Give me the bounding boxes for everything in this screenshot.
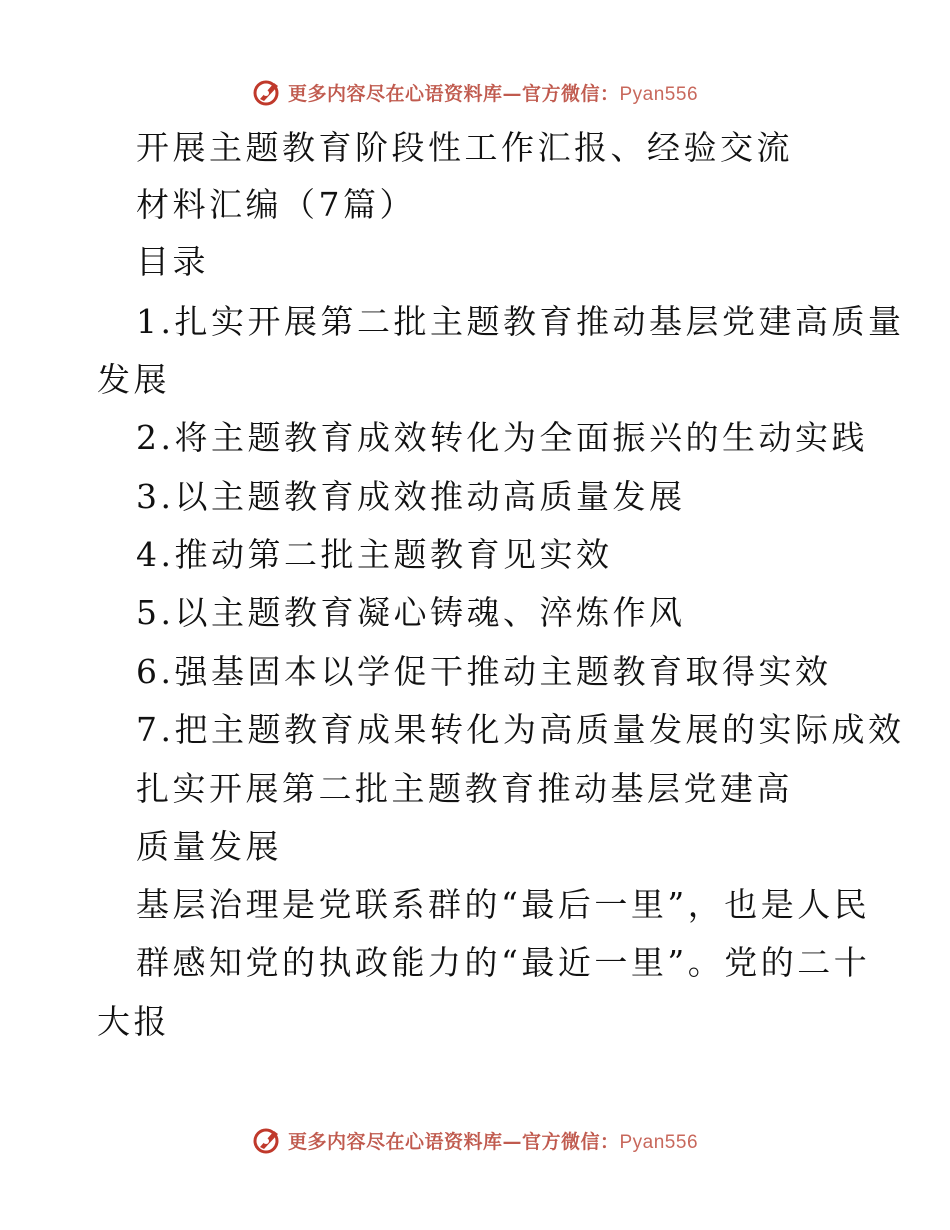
toc-item-4: 4.推动第二批主题教育见实效: [136, 535, 613, 574]
toc-item-6: 6.强基固本以学促干推动主题教育取得实效: [136, 652, 832, 691]
body-paragraph-line-3: 大报: [97, 1002, 170, 1041]
section-title-line-2: 质量发展: [136, 827, 282, 866]
header-banner-text: 更多内容尽在心语资料库—官方微信：Pyan556: [287, 82, 699, 105]
toc-item-3: 3.以主题教育成效推动高质量发展: [136, 477, 686, 516]
footer-wechat-id: Pyan556: [619, 1131, 699, 1153]
body-paragraph-line-1: 基层治理是党联系群的“最后一里”，也是人民: [136, 885, 871, 924]
toc-item-7: 7.把主题教育成果转化为高质量发展的实际成效: [136, 710, 905, 749]
pen-logo-icon: [252, 77, 282, 107]
header-wechat-id: Pyan556: [619, 83, 699, 105]
toc-heading: 目录: [136, 242, 209, 281]
toc-item-1: 1.扎实开展第二批主题教育推动基层党建高质量: [136, 302, 905, 341]
toc-item-2: 2.将主题教育成效转化为全面振兴的生动实践: [136, 418, 868, 457]
header-banner: [0, 72, 950, 112]
document-title-line-2: 材料汇编（7篇）: [136, 185, 416, 224]
toc-item-5: 5.以主题教育凝心铸魂、淬炼作风: [136, 593, 686, 632]
toc-item-1-continued: 发展: [97, 360, 170, 399]
footer-banner-text: 更多内容尽在心语资料库—官方微信：Pyan556: [287, 1130, 699, 1153]
section-title-line-1: 扎实开展第二批主题教育推动基层党建高: [136, 769, 793, 808]
pen-logo-icon: [252, 1125, 282, 1155]
footer-banner: [0, 1120, 950, 1160]
document-title-line-1: 开展主题教育阶段性工作汇报、经验交流: [136, 128, 793, 167]
body-paragraph-line-2: 群感知党的执政能力的“最近一里”。党的二十: [136, 943, 871, 982]
